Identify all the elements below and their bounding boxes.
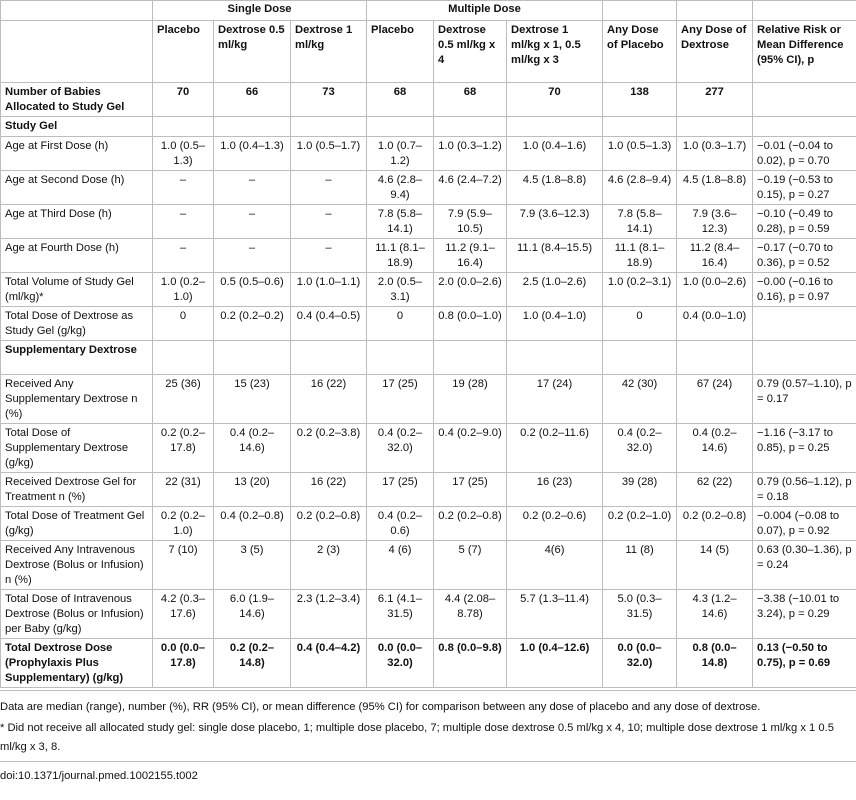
effect-size-cell: −3.38 (−10.01 to 3.24), p = 0.29 xyxy=(753,590,856,639)
effect-size-cell: −0.10 (−0.49 to 0.28), p = 0.59 xyxy=(753,205,856,239)
row-label: Age at Second Dose (h) xyxy=(1,171,153,205)
value-cell: 277 xyxy=(677,83,753,117)
table-row xyxy=(1,424,856,473)
value-cell: 0.0 (0.0–32.0) xyxy=(367,639,434,688)
row-label: Age at Fourth Dose (h) xyxy=(1,239,153,273)
value-cell: 4.4 (2.08–8.78) xyxy=(434,590,507,639)
value-cell: 1.0 (0.3–1.2) xyxy=(434,137,507,171)
effect-size-cell: −0.00 (−0.16 to 0.16), p = 0.97 xyxy=(753,273,856,307)
value-cell: 62 (22) xyxy=(677,473,753,507)
value-cell: 0.0 (0.0–32.0) xyxy=(603,639,677,688)
value-cell: 6.1 (4.1–31.5) xyxy=(367,590,434,639)
table-row xyxy=(1,507,856,541)
empty-cell xyxy=(367,117,434,137)
value-cell: – xyxy=(153,205,214,239)
effect-size-cell: −0.004 (−0.08 to 0.07), p = 0.92 xyxy=(753,507,856,541)
table-body xyxy=(1,83,856,688)
value-cell: 17 (25) xyxy=(434,473,507,507)
value-cell: 0.4 (0.2–9.0) xyxy=(434,424,507,473)
table-row xyxy=(1,541,856,590)
value-cell: 68 xyxy=(367,83,434,117)
value-cell: 6.0 (1.9–14.6) xyxy=(214,590,291,639)
value-cell: 0.4 (0.2–14.6) xyxy=(677,424,753,473)
table-row xyxy=(1,473,856,507)
column-header xyxy=(1,21,153,83)
value-cell: 0.4 (0.2–32.0) xyxy=(367,424,434,473)
empty-cell xyxy=(603,117,677,137)
value-cell: 0.4 (0.2–14.6) xyxy=(214,424,291,473)
footnote-incomplete-gel: * Did not receive all allocated study gel: single dose placebo, 1; multiple dose placebo, 7; multiple dose dextrose 0.5 ml/kg x 4, 10; multiple dose dextrose 1 ml/kg x 1 0.5 ml/kg x 3, 8. xyxy=(0,722,834,753)
column-header: Any Dose of Dextrose xyxy=(677,21,753,83)
empty-cell xyxy=(753,117,856,137)
value-cell: 11.1 (8.1–18.9) xyxy=(603,239,677,273)
value-cell: 16 (22) xyxy=(291,473,367,507)
empty-cell xyxy=(677,117,753,137)
row-label: Received Dextrose Gel for Treatment n (%) xyxy=(1,473,153,507)
value-cell: – xyxy=(291,205,367,239)
group-header-blank xyxy=(603,1,677,21)
value-cell: 1.0 (0.3–1.7) xyxy=(677,137,753,171)
value-cell: 11.1 (8.4–15.5) xyxy=(507,239,603,273)
table-row xyxy=(1,83,856,117)
column-header: Dextrose 0.5 ml/kg x 4 xyxy=(434,21,507,83)
effect-size-cell: 0.63 (0.30–1.36), p = 0.24 xyxy=(753,541,856,590)
value-cell: 2.0 (0.0–2.6) xyxy=(434,273,507,307)
column-header: Relative Risk or Mean Difference (95% CI), p xyxy=(753,21,856,83)
value-cell: 22 (31) xyxy=(153,473,214,507)
value-cell: 1.0 (0.5–1.7) xyxy=(291,137,367,171)
value-cell: 4.6 (2.4–7.2) xyxy=(434,171,507,205)
value-cell: 0.2 (0.2–0.2) xyxy=(214,307,291,341)
value-cell: 11.2 (8.4–16.4) xyxy=(677,239,753,273)
value-cell: 2.3 (1.2–3.4) xyxy=(291,590,367,639)
value-cell: 7.9 (3.6–12.3) xyxy=(677,205,753,239)
group-header-blank xyxy=(1,1,153,21)
value-cell: 42 (30) xyxy=(603,375,677,424)
effect-size-cell: −0.19 (−0.53 to 0.15), p = 0.27 xyxy=(753,171,856,205)
effect-size-cell: −0.17 (−0.70 to 0.36), p = 0.52 xyxy=(753,239,856,273)
empty-cell xyxy=(434,341,507,375)
value-cell: 0.8 (0.0–9.8) xyxy=(434,639,507,688)
value-cell: 14 (5) xyxy=(677,541,753,590)
effect-size-cell xyxy=(753,83,856,117)
value-cell: 16 (22) xyxy=(291,375,367,424)
effect-size-cell: 0.13 (−0.50 to 0.75), p = 0.69 xyxy=(753,639,856,688)
section-row xyxy=(1,117,856,137)
value-cell: 66 xyxy=(214,83,291,117)
table-bottom-rule xyxy=(0,690,856,691)
row-label: Age at First Dose (h) xyxy=(1,137,153,171)
column-header: Placebo xyxy=(153,21,214,83)
value-cell: 0.4 (0.0–1.0) xyxy=(677,307,753,341)
group-header-single-dose: Single Dose xyxy=(153,1,367,21)
value-cell: 0.5 (0.5–0.6) xyxy=(214,273,291,307)
value-cell: 0.2 (0.2–0.6) xyxy=(507,507,603,541)
value-cell: 1.0 (0.4–1.6) xyxy=(507,137,603,171)
value-cell: 13 (20) xyxy=(214,473,291,507)
empty-cell xyxy=(153,117,214,137)
value-cell: 4.6 (2.8–9.4) xyxy=(603,171,677,205)
value-cell: 0.2 (0.2–17.8) xyxy=(153,424,214,473)
value-cell: 4.5 (1.8–8.8) xyxy=(507,171,603,205)
table-row xyxy=(1,171,856,205)
value-cell: 5.0 (0.3–31.5) xyxy=(603,590,677,639)
value-cell: 2.0 (0.5–3.1) xyxy=(367,273,434,307)
effect-size-cell: −0.01 (−0.04 to 0.02), p = 0.70 xyxy=(753,137,856,171)
empty-cell xyxy=(507,117,603,137)
value-cell: 67 (24) xyxy=(677,375,753,424)
empty-cell xyxy=(153,341,214,375)
value-cell: 4.5 (1.8–8.8) xyxy=(677,171,753,205)
value-cell: 19 (28) xyxy=(434,375,507,424)
table-row xyxy=(1,205,856,239)
value-cell: – xyxy=(153,239,214,273)
empty-cell xyxy=(291,117,367,137)
table-row xyxy=(1,639,856,688)
value-cell: 0.2 (0.2–0.8) xyxy=(291,507,367,541)
value-cell: 1.0 (0.2–1.0) xyxy=(153,273,214,307)
value-cell: 1.0 (0.0–2.6) xyxy=(677,273,753,307)
value-cell: 4.6 (2.8–9.4) xyxy=(367,171,434,205)
section-heading: Study Gel xyxy=(1,117,153,137)
empty-cell xyxy=(214,341,291,375)
row-label: Total Dose of Intravenous Dextrose (Bolus or Infusion) per Baby (g/kg) xyxy=(1,590,153,639)
section-row xyxy=(1,341,856,375)
value-cell: 70 xyxy=(153,83,214,117)
value-cell: – xyxy=(214,171,291,205)
table-row xyxy=(1,273,856,307)
empty-cell xyxy=(753,341,856,375)
empty-cell xyxy=(367,341,434,375)
value-cell: – xyxy=(214,205,291,239)
footnote-divider xyxy=(0,761,856,762)
row-label: Total Dose of Supplementary Dextrose (g/kg) xyxy=(1,424,153,473)
value-cell: 1.0 (0.5–1.3) xyxy=(603,137,677,171)
value-cell: 7.9 (5.9–10.5) xyxy=(434,205,507,239)
value-cell: 2 (3) xyxy=(291,541,367,590)
value-cell: 1.0 (0.4–1.0) xyxy=(507,307,603,341)
value-cell: 4 (6) xyxy=(367,541,434,590)
value-cell: 0.2 (0.2–1.0) xyxy=(603,507,677,541)
table-row xyxy=(1,137,856,171)
value-cell: 4(6) xyxy=(507,541,603,590)
doi-label: doi:10.1371/journal.pmed.1002155.t002 xyxy=(0,770,198,782)
value-cell: 11.2 (9.1–16.4) xyxy=(434,239,507,273)
value-cell: 17 (25) xyxy=(367,375,434,424)
value-cell: 0.4 (0.4–4.2) xyxy=(291,639,367,688)
value-cell: 1.0 (0.4–12.6) xyxy=(507,639,603,688)
empty-cell xyxy=(507,341,603,375)
value-cell: 5.7 (1.3–11.4) xyxy=(507,590,603,639)
value-cell: 0 xyxy=(367,307,434,341)
value-cell: 68 xyxy=(434,83,507,117)
value-cell: 25 (36) xyxy=(153,375,214,424)
value-cell: 73 xyxy=(291,83,367,117)
value-cell: 16 (23) xyxy=(507,473,603,507)
value-cell: 0 xyxy=(603,307,677,341)
value-cell: 1.0 (0.2–3.1) xyxy=(603,273,677,307)
value-cell: 0.4 (0.4–0.5) xyxy=(291,307,367,341)
group-header-blank xyxy=(677,1,753,21)
value-cell: 2.5 (1.0–2.6) xyxy=(507,273,603,307)
value-cell: 7.8 (5.8–14.1) xyxy=(603,205,677,239)
value-cell: 1.0 (0.4–1.3) xyxy=(214,137,291,171)
row-label: Age at Third Dose (h) xyxy=(1,205,153,239)
value-cell: 5 (7) xyxy=(434,541,507,590)
value-cell: 0.4 (0.2–32.0) xyxy=(603,424,677,473)
table-row xyxy=(1,307,856,341)
value-cell: 0.8 (0.0–14.8) xyxy=(677,639,753,688)
column-header: Dextrose 1 ml/kg x 1, 0.5 ml/kg x 3 xyxy=(507,21,603,83)
section-heading: Supplementary Dextrose xyxy=(1,341,153,375)
value-cell: 4.2 (0.3–17.6) xyxy=(153,590,214,639)
column-header: Dextrose 1 ml/kg xyxy=(291,21,367,83)
effect-size-cell: −1.16 (−3.17 to 0.85), p = 0.25 xyxy=(753,424,856,473)
effect-size-cell xyxy=(753,307,856,341)
value-cell: 0.2 (0.2–14.8) xyxy=(214,639,291,688)
row-label: Total Volume of Study Gel (ml/kg)* xyxy=(1,273,153,307)
empty-cell xyxy=(214,117,291,137)
value-cell: 0.2 (0.2–0.8) xyxy=(434,507,507,541)
value-cell: 17 (25) xyxy=(367,473,434,507)
value-cell: 11.1 (8.1–18.9) xyxy=(367,239,434,273)
row-label: Total Dose of Treatment Gel (g/kg) xyxy=(1,507,153,541)
value-cell: 1.0 (0.7–1.2) xyxy=(367,137,434,171)
value-cell: 0.4 (0.2–0.8) xyxy=(214,507,291,541)
value-cell: – xyxy=(291,239,367,273)
row-label: Number of Babies Allocated to Study Gel xyxy=(1,83,153,117)
value-cell: 138 xyxy=(603,83,677,117)
table-row xyxy=(1,239,856,273)
value-cell: 7 (10) xyxy=(153,541,214,590)
footnote-data-description: Data are median (range), number (%), RR (95% CI), or mean difference (95% CI) for comparison between any dose of placebo and any dose of dextrose. xyxy=(0,701,761,713)
column-header: Any Dose of Placebo xyxy=(603,21,677,83)
value-cell: 0.2 (0.2–0.8) xyxy=(677,507,753,541)
value-cell: – xyxy=(214,239,291,273)
value-cell: 17 (24) xyxy=(507,375,603,424)
row-label: Total Dose of Dextrose as Study Gel (g/kg) xyxy=(1,307,153,341)
value-cell: 1.0 (1.0–1.1) xyxy=(291,273,367,307)
row-label: Received Any Intravenous Dextrose (Bolus or Infusion) n (%) xyxy=(1,541,153,590)
value-cell: 0.2 (0.2–1.0) xyxy=(153,507,214,541)
column-header: Dextrose 0.5 ml/kg xyxy=(214,21,291,83)
value-cell: 0 xyxy=(153,307,214,341)
value-cell: 70 xyxy=(507,83,603,117)
column-header-row xyxy=(1,21,856,83)
value-cell: 0.2 (0.2–3.8) xyxy=(291,424,367,473)
empty-cell xyxy=(434,117,507,137)
value-cell: – xyxy=(153,171,214,205)
empty-cell xyxy=(291,341,367,375)
empty-cell xyxy=(603,341,677,375)
value-cell: 4.3 (1.2–14.6) xyxy=(677,590,753,639)
value-cell: 0.2 (0.2–11.6) xyxy=(507,424,603,473)
empty-cell xyxy=(677,341,753,375)
column-header: Placebo xyxy=(367,21,434,83)
value-cell: 15 (23) xyxy=(214,375,291,424)
value-cell: 1.0 (0.5–1.3) xyxy=(153,137,214,171)
value-cell: – xyxy=(291,171,367,205)
row-label: Total Dextrose Dose (Prophylaxis Plus Supplementary) (g/kg) xyxy=(1,639,153,688)
group-header-row xyxy=(1,1,856,21)
group-header-blank xyxy=(753,1,856,21)
value-cell: 3 (5) xyxy=(214,541,291,590)
value-cell: 0.4 (0.2–0.6) xyxy=(367,507,434,541)
value-cell: 39 (28) xyxy=(603,473,677,507)
value-cell: 0.8 (0.0–1.0) xyxy=(434,307,507,341)
value-cell: 0.0 (0.0–17.8) xyxy=(153,639,214,688)
row-label: Received Any Supplementary Dextrose n (%) xyxy=(1,375,153,424)
value-cell: 7.9 (3.6–12.3) xyxy=(507,205,603,239)
table-row xyxy=(1,590,856,639)
effect-size-cell: 0.79 (0.57–1.10), p = 0.17 xyxy=(753,375,856,424)
value-cell: 7.8 (5.8–14.1) xyxy=(367,205,434,239)
value-cell: 11 (8) xyxy=(603,541,677,590)
table-row xyxy=(1,375,856,424)
group-header-multiple-dose: Multiple Dose xyxy=(367,1,603,21)
effect-size-cell: 0.79 (0.56–1.12), p = 0.18 xyxy=(753,473,856,507)
